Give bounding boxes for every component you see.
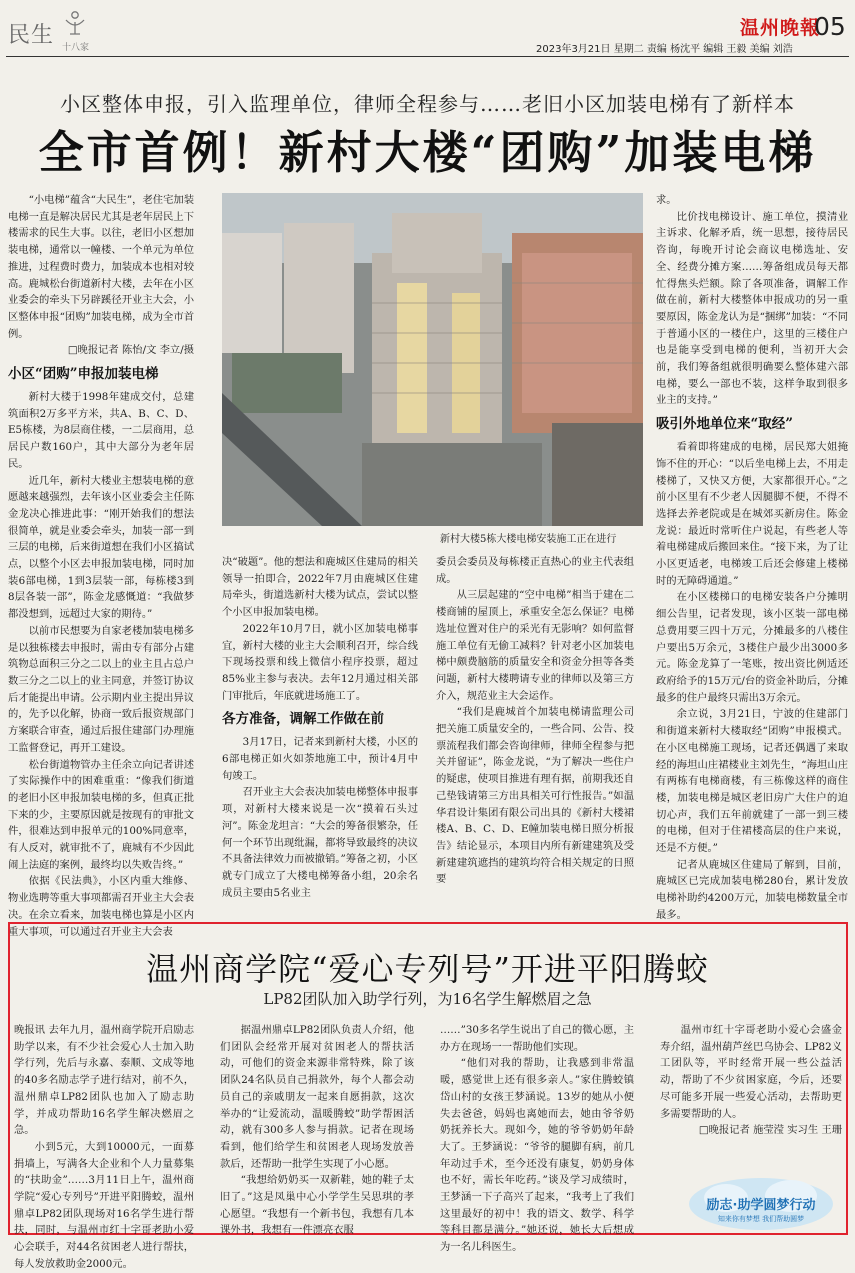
paragraph: 新村大楼于1998年建成交付，总建筑面积2万多平方米，共A、B、C、D、E5栋楼，为8层商住楼，一二层商用，总居民户数160户，其中大部分为老年居民。 bbox=[8, 391, 194, 470]
article-column-2 bbox=[222, 554, 418, 904]
paragraph: 召开业主大会表决加装电梯整体申报事项，对新村大楼来说是一次“摸着石头过河”。陈金龙坦言：“大会的筹备很繁杂，任何一个环节出现纰漏，都将导致最终的决议不具备法律效力而被撤销。”筹备之初，小区就专门成立了大楼电梯筹备小组，20余名成员主要由5名业主 bbox=[222, 786, 418, 899]
paragraph: 看着即将建成的电梯，居民郑大姐掩饰不住的开心：“以后坐电梯上去，不用走楼梯了，又快又方便，大家都很开心。”之前小区里有不少老人因腿脚不便，不得不选择去养老院或是在城郊买新房住。陈金龙说：最近时常听住户说起，有些老人等着电梯建成后搬回来住。“接下来，为了让小区更适老，电梯竣工后还会修建上楼梯时的无障碍通道。” bbox=[656, 441, 848, 587]
feature-column-3 bbox=[440, 1022, 634, 1254]
paragraph: 小到5元，大到10000元，一面募捐墙上，写满各大企业和个人力量募集的“扶助金”……3月11日上午，温州商学院“爱心专列号”开进平阳腾蛟，温州鼎卓LP82团队现场对16名学生进行帮扶，同时，与温州市红十字哥老助小爱心会联手，对44名贫困老人进行帮扶，每人发放救助金2000元。 bbox=[14, 1140, 194, 1270]
feature-subtitle: LP82团队加入助学行列，为16名学生解燃眉之急 bbox=[263, 990, 592, 1008]
paragraph: 求。 bbox=[656, 194, 677, 206]
feature-column-1 bbox=[14, 1022, 194, 1270]
paragraph: 委员会委员及每栋楼正直热心的业主代表组成。 bbox=[436, 556, 634, 585]
paragraph: “我想给奶奶买一双新鞋，她的鞋子太旧了。”这是凤巢中心小学学生吴思琪的孝心愿望。“我想有一个新书包，我想有几本课外书，我想有一件漂亮衣服 bbox=[220, 1174, 414, 1237]
paragraph: 松台街道物管办主任余立向记者讲述了实际操作中的困难重重：“像我们街道的老旧小区申报加装电梯的多，但真正批下来的少，主要原因就是按现有的审批文件，很难达到申报单元的100%同意率，有人反对，就审批不了，鹿城有不少因此闹上法庭的案例，最终均以失败告终。” bbox=[8, 758, 194, 871]
subheading-1: 小区“团购”申报加装电梯 bbox=[8, 366, 159, 383]
newspaper-brand: 温州晚報 bbox=[740, 17, 821, 39]
article-kicker: 小区整体申报，引入监理单位，律师全程参与……老旧小区加装电梯有了新样本 bbox=[60, 92, 795, 116]
section-subtitle: 十八家 bbox=[62, 43, 90, 53]
paragraph: 晚报讯 去年九月，温州商学院开启励志助学以来，有不少社会爱心人士加入助学行列，先后与永嘉、泰顺、文成等地的40多名励志学子进行结对，前不久，温州鼎卓LP82团队也加入了励志助学，并成功帮助16名学生解决燃眉之急。 bbox=[14, 1024, 194, 1137]
paragraph: “他们对我的帮助，让我感到非常温暖，感觉世上还有很多亲人。”家住腾蛟镇岱山村的女孩王梦涵说。13岁的她从小便失去爸爸，妈妈也离她而去，她由爷爷奶奶抚养长大。现如今，她的爷爷奶奶年龄大了。王梦涵说：“爷爷的腿脚有病，前几年动过手术，至今还没有康复，奶奶身体也不好，需长年吃药。”谈及学习成绩时，王梦涵一下子高兴了起来，“我考上了我们这里最好的初中！我的语文、数学、科学等科目都是满分。”她还说，她长大后想成为一名儿科医生。 bbox=[440, 1057, 634, 1254]
paragraph: 依据《民法典》，小区内重大维修、物业选聘等重大事项都需召开业主大会表决。在余立看来，加装电梯也算是小区内重大事项，可以通过召开业主大会表 bbox=[8, 875, 194, 938]
building-photo bbox=[222, 193, 643, 526]
paragraph: 温州市红十字哥老助小爱心会盛金寿介绍，温州葫芦丝巴乌协会、LP82义工团队等，平时经常开展一些公益活动，帮助了不少贫困家庭，今后，还要尽可能多开展一些爱心活动，去帮助更多需要帮助的人。 bbox=[660, 1024, 842, 1120]
badge-title: 励志·助学圆梦行动 bbox=[706, 1198, 816, 1213]
page-number: 05 bbox=[814, 12, 846, 41]
dateline: 2023年3月21日 星期二 责编 杨沈平 编辑 王毅 美编 刘浩 bbox=[536, 44, 793, 55]
feature-title: 温州商学院“爱心专列号”开进平阳腾蛟 bbox=[146, 950, 709, 988]
article-column-1 bbox=[8, 192, 194, 938]
article-column-3 bbox=[436, 554, 634, 904]
header-rule bbox=[6, 56, 849, 57]
paragraph: 记者从鹿城区住建局了解到，目前，鹿城区已完成加装电梯280台，累计发放电梯补助约4200万元，加装电梯数量全市最多。 bbox=[656, 858, 848, 921]
paragraph: 比价找电梯设计、施工单位，摸清业主诉求、化解矛盾，统一思想，接待居民咨询，每晚开讨论会商议电梯选址、安全、经费分摊方案……筹备组成员每天都忙得焦头烂额。除了各项准备，调解工作做在前，新村大楼整体申报成功的另一重要原因，陈金龙认为是“捆绑”加装：“不同于普通小区的一楼住户，这里的三楼住户也是能享受到电梯的便利，当初开大会前，我们筹备组就很明确要么整体建六部电梯，要么一部也不装，这样争取到很多业主的支持。” bbox=[656, 210, 848, 407]
paragraph: 近几年，新村大楼业主想装电梯的意愿越来越强烈，去年该小区业委会主任陈金龙决心推进此事：“刚开始我们的想法很简单，就是业委会牵头，加装一部一到三层的电梯，后来街道想在我们小区搞试点，以整个小区去申报加装电梯，同时加装6部电梯，1到3层装一部，每栋楼3到8层各装一部”，陈金龙感慨道：“我做梦都没想到，远超过大家的期待。” bbox=[8, 474, 194, 621]
campaign-badge bbox=[686, 1168, 836, 1232]
feature-column-2 bbox=[220, 1022, 414, 1237]
badge-tagline: 知来你有梦想 我们帮助圆梦 bbox=[717, 1215, 805, 1223]
paragraph: 在小区楼梯口的电梯安装各户分摊明细公告里，记者发现，该小区装一部电梯总费用要三四十万元，分摊最多的八楼住户要出5万余元，3楼住户最少出3000多元。陈金龙算了一笔账，按出资比例适还政府给予的15万元/台的资金补助后，分摊最多的住户最终只需出3万余元。 bbox=[656, 591, 848, 704]
paragraph: 以前市民想要为自家老楼加装电梯多是以独栋楼去申报时，需由专有部分占建筑物总面积三分之二以上的业主且占总户数三分之二以上的业主同意，并签订协议后才能提出申请。公示期内业主提出异议的，先予以化解，协商一致后报资规部门方案联合审查，通过后报住建部门办理施工监督登记，再开工建设。 bbox=[8, 624, 194, 754]
paragraph: “我们是鹿城首个加装电梯请监理公司把关施工质量安全的，一些合同、公告、投票流程我们都会咨询律师，律师全程参与把关并留证”，陈金龙说，“为了解决一些住户的疑虑，使项目推进有理有据，前期我还自己垫钱请第三方出具相关可行性报告。”如温华君设计集团有限公司出具的《新村大楼裙楼A、B、C、D、E幢加装电梯日照分析报告》结论显示，本项目内所有新建建筑及受新建建筑遮挡的建筑均符合相关规定的日照要 bbox=[436, 706, 634, 886]
paragraph: 3月17日，记者来到新村大楼，小区的6部电梯正如火如荼地施工中，预计4月中旬竣工。 bbox=[222, 736, 418, 782]
byline: □晚报记者 陈怡/文 李立/摄 bbox=[67, 344, 194, 357]
subheading-2: 各方准备，调解工作做在前 bbox=[222, 711, 384, 728]
paragraph: 决“破题”。他的想法和鹿城区住建局的相关领导一拍即合，2022年7月由鹿城区住建局牵头，街道选新村大楼为试点，尝试以整个小区申报加装电梯。 bbox=[222, 556, 418, 619]
article-column-4 bbox=[656, 192, 848, 921]
paragraph: 据温州鼎卓LP82团队负责人介绍，他们团队会经常开展对贫困老人的帮扶活动，可他们的资金来源非常特殊，除了该团队24名队员自己捐款外，每个人都会动员自己的亲戚朋友一起来自愿捐款，这次举办的“让爱流动，温暖腾蛟”助学帮困活动，就有300多人参与捐款。记者在现场看到，他们给学生和贫困老人现场发放善款后，还帮助一批学生实现了小心愿。 bbox=[220, 1024, 414, 1170]
paragraph: 2022年10月7日，就小区加装电梯事宜，新村大楼的业主大会顺利召开，综合线下现场投票和线上微信小程序投票，超过85%业主参与表决。去年12月通过相关部门审批后，年底就进场施工了。 bbox=[222, 622, 418, 702]
paragraph: 从三层起建的“空中电梯”相当于建在二楼商铺的屋顶上，承重安全怎么保证？电梯选址位置对住户的采光有无影响？如何监督施工单位有无偷工减料？针对老小区加装电梯中颇费脑筋的质量安全和资金分担等各类问题，新村大楼聘请专业的律师以及第三方介入，规范业主大会运作。 bbox=[436, 589, 634, 702]
paragraph: ……”30多名学生说出了自己的微心愿，主办方在现场一一帮助他们实现。 bbox=[440, 1024, 634, 1053]
article-headline: 全市首例！新村大楼“团购”加装电梯 bbox=[38, 126, 817, 179]
paragraph: 余立说，3月21日，宁波的住建部门和街道来新村大楼取经“团购”申报模式。在小区电梯施工现场，记者还偶遇了来取经的海坦山庄裙楼业主刘先生，“海坦山庄有两栋有电梯商楼，有三栋像这样的商住楼，加装电梯是城区老旧房广大住户的迫切心声，我们五年前就建了一部一到三楼的电梯，但对于住裙楼高层的住户来说，还是不方便。” bbox=[656, 708, 848, 855]
section-name: 民生 bbox=[8, 23, 55, 48]
byline: □晚报记者 施莹滢 实习生 王珊 bbox=[698, 1124, 842, 1137]
subheading-3: 吸引外地单位来“取经” bbox=[656, 416, 794, 433]
people-logo-icon bbox=[64, 10, 86, 36]
photo-caption: 新村大楼5栋大楼电梯安装施工正在进行 bbox=[440, 534, 617, 545]
lead-paragraph: “小电梯”蕴含“大民生”，老住宅加装电梯一直是解决居民尤其是老年居民上下楼需求的民生大事。以往，老旧小区想加装电梯，通常以一幢楼、一个单元为单位推进，过程费时费力，加装成本也相对较高。鹿城松台街道新村大楼，去年在小区业委会的牵头下另辟蹊径开业主大会，小区整体申报“团购”加装电梯，成为全市首例。 bbox=[8, 194, 194, 340]
feature-column-4 bbox=[660, 1022, 842, 1162]
